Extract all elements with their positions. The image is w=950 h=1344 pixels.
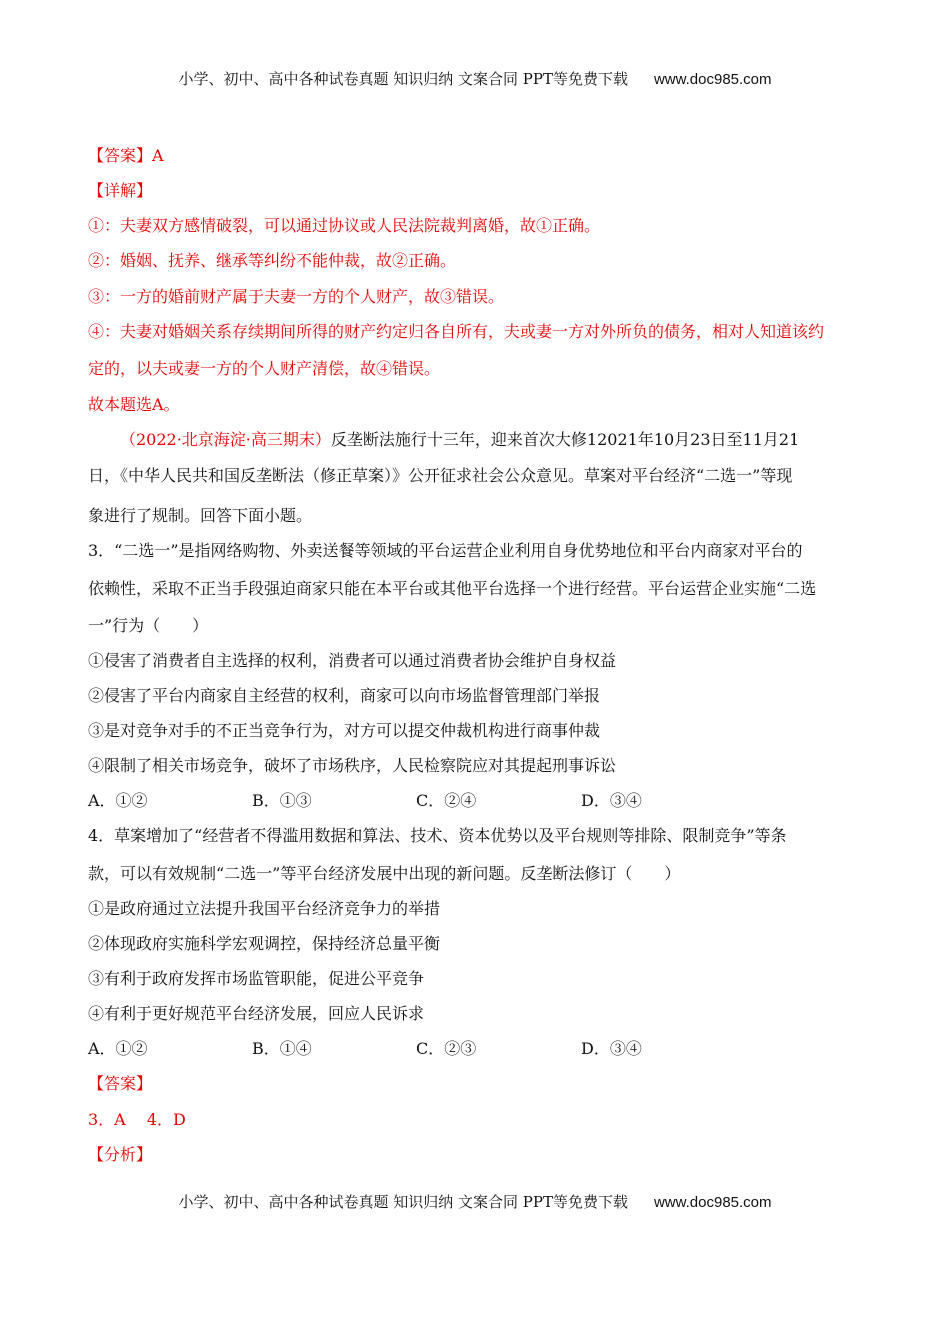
detail-line-2: ②：婚姻、抚养、继承等纠纷不能仲裁，故②正确。 — [88, 251, 457, 270]
analysis-label: 【分析】 — [88, 1145, 153, 1164]
q3-option-b: B．①③ — [252, 791, 312, 810]
q4-statement-4: ④有利于更好规范平台经济发展，回应人民诉求 — [88, 1004, 425, 1023]
q3-line-1: 3．“二选一”是指网络购物、外卖送餐等领域的平台运营企业利用自身优势地位和平台内商家对平台的 — [88, 541, 803, 560]
q4-line-2: 款，可以有效规制“二选一”等平台经济发展中出现的新问题。反垄断法修订（ ） — [88, 864, 681, 883]
q4-statement-3: ③有利于政府发挥市场监管职能，促进公平竞争 — [88, 969, 425, 988]
q3-statement-2: ②侵害了平台内商家自主经营的权利，商家可以向市场监督管理部门举报 — [88, 686, 601, 705]
q4-option-c: C．②③ — [416, 1039, 477, 1058]
q3-line-2: 依赖性，采取不正当手段强迫商家只能在本平台或其他平台选择一个进行经营。平台运营企业实施“二选 — [88, 579, 817, 598]
detail-line-4: ④：夫妻对婚姻关系存续期间所得的财产约定归各自所有，夫或妻一方对外所负的债务，相对人知道该约 — [88, 322, 825, 341]
q4-statement-2: ②体现政府实施科学宏观调控，保持经济总量平衡 — [88, 934, 441, 953]
footer-site-link[interactable]: www.doc985.com — [653, 1194, 772, 1211]
q4-option-b: B．①④ — [252, 1039, 312, 1058]
q3-statement-3: ③是对竞争对手的不正当竞争行为，对方可以提交仲裁机构进行商事仲裁 — [88, 721, 601, 740]
page-footer — [0, 1191, 950, 1212]
answer-value: A — [152, 146, 164, 165]
q3-option-a: A．①② — [88, 791, 148, 810]
detail-line-1: ①：夫妻双方感情破裂，可以通过协议或人民法院裁判离婚，故①正确。 — [88, 216, 601, 235]
q3-statement-1: ①侵害了消费者自主选择的权利，消费者可以通过消费者协会维护自身权益 — [88, 651, 617, 670]
material-source: （2022·北京海淀·高三期末） — [120, 430, 331, 449]
detail-label: 【详解】 — [88, 181, 153, 200]
material-text-1: 反垄断法施行十三年，迎来首次大修12021年10月23日至11月21 — [330, 430, 800, 449]
header-text: 小学、初中、高中各种试卷真题 知识归纳 文案合同 PPT等免费下载 — [178, 70, 628, 88]
answer-line-1 — [88, 145, 868, 167]
q3-option-c: C．②④ — [416, 791, 477, 810]
answer-value-2: 3．A 4．D — [88, 1110, 186, 1129]
q4-line-1: 4．草案增加了“经营者不得滥用数据和算法、技术、资本优势以及平台规则等排除、限制竞争”等条 — [88, 826, 787, 845]
page-header — [0, 68, 950, 89]
q3-statement-4: ④限制了相关市场竞争，破坏了市场秩序，人民检察院应对其提起刑事诉讼 — [88, 756, 617, 775]
answer-label-2: 【答案】 — [88, 1074, 153, 1093]
material-line-1 — [120, 429, 900, 451]
conclusion: 故本题选A。 — [88, 395, 180, 414]
q4-statement-1: ①是政府通过立法提升我国平台经济竞争力的举措 — [88, 899, 441, 918]
q3-option-d: D．③④ — [581, 791, 642, 810]
q4-option-a: A．①② — [88, 1039, 148, 1058]
detail-line-3: ③：一方的婚前财产属于夫妻一方的个人财产，故③错误。 — [88, 287, 505, 306]
answer-label: 【答案】 — [88, 146, 153, 165]
q3-line-3: 一”行为（ ） — [88, 616, 209, 635]
material-line-3: 象进行了规制。回答下面小题。 — [88, 506, 313, 525]
detail-line-5: 定的，以夫或妻一方的个人财产清偿，故④错误。 — [88, 359, 441, 378]
footer-text: 小学、初中、高中各种试卷真题 知识归纳 文案合同 PPT等免费下载 — [178, 1193, 628, 1211]
q4-option-d: D．③④ — [581, 1039, 642, 1058]
header-site-link[interactable]: www.doc985.com — [653, 71, 772, 88]
material-line-2: 日，《中华人民共和国反垄断法（修正草案）》公开征求社会公众意见。草案对平台经济“二选一”等现 — [88, 466, 793, 485]
